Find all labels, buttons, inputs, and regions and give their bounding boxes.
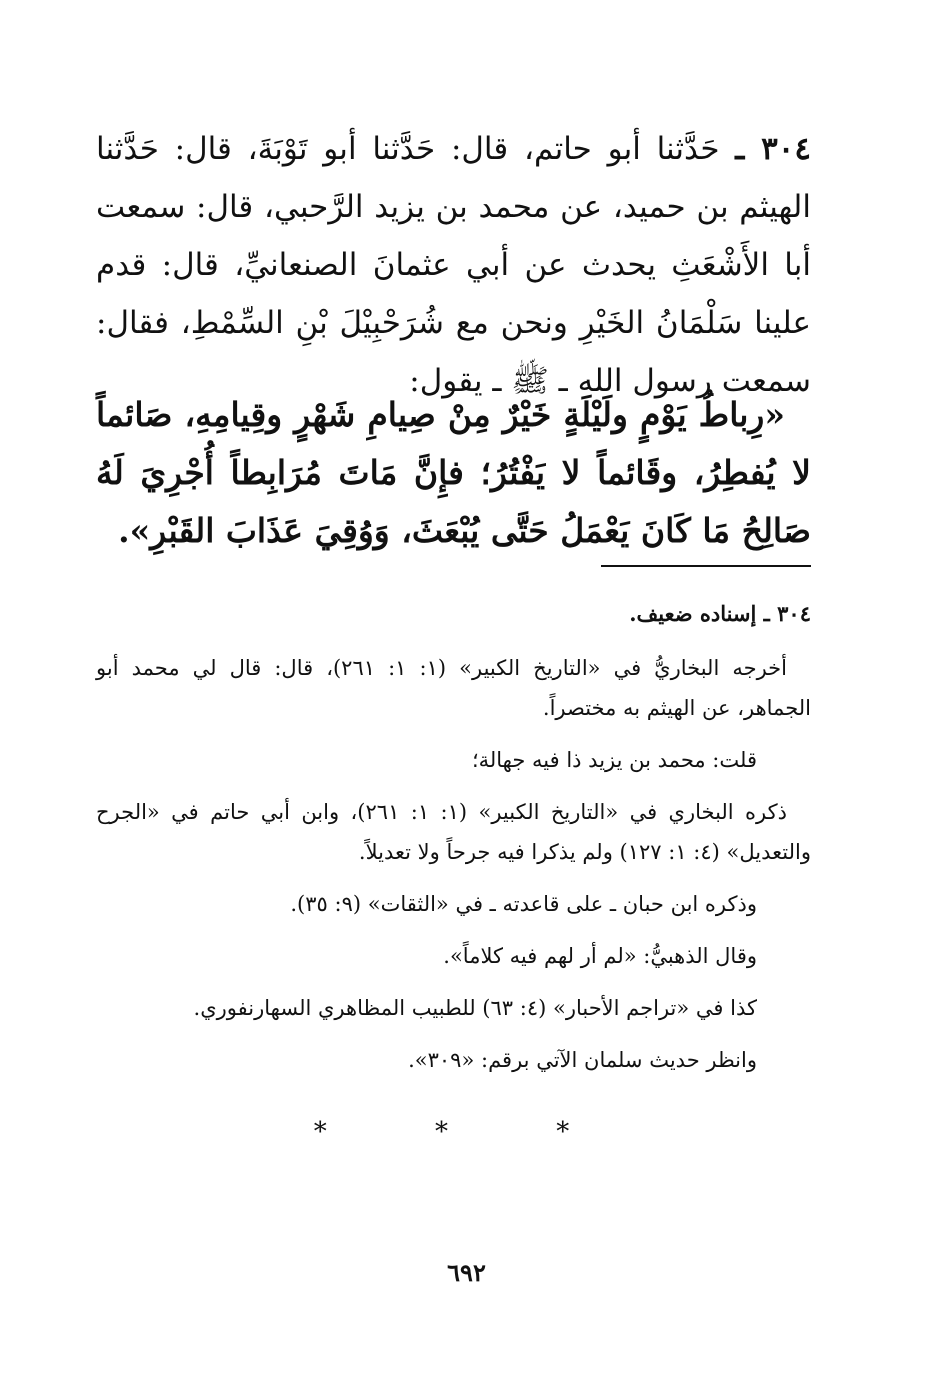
footnote-paragraph: وانظر حديث سلمان الآتي برقم: «٣٠٩». [408,1048,757,1072]
page-number: ٦٩٢ [447,1258,486,1287]
footnote-paragraph: كذا في «تراجم الأحبار» (٤: ٦٣) للطبيب المظاهري السهارنفوري. [193,996,757,1020]
footnote-paragraph: أخرجه البخاريُّ في «التاريخ الكبير» (١: ١: ٢٦١)، قال: قال لي محمد أبو الجماهر، عن الهيثم به مختصراً. [96,656,811,720]
footnote-paragraph: قلت: محمد بن يزيد ذا فيه جهالة؛ [471,748,757,772]
hadith-number: ٣٠٤ ـ [735,131,812,167]
section-separator: * * * [313,1117,620,1147]
narration-paragraph [96,120,811,410]
hadith-text: «رِباطُ يَوْمٍ ولَيْلَةٍ خَيْرٌ مِنْ صِيامِ شَهْرٍ وقِيامِهِ، صَائماً لا يُفطِرُ، وقَائماً لا يَفْتُرُ؛ فإِنَّ مَاتَ مُرَابِطاً أُجْرِيَ لَهُ صَالِحُ مَا كَانَ يَعْمَلُ حَتَّى يُبْعَثَ، وَوُقِيَ عَذَابَ القَبْرِ». [96,395,811,550]
main-narration [96,120,811,410]
hadith-matn [96,386,811,560]
isnad-text: حَدَّثنا أبو حاتم، قال: حَدَّثنا أبو تَوْبَةَ، قال: حَدَّثنا الهيثم بن حميد، عن محمد بن يزيد الرَّحبي، قال: سمعت أبا الأَشْعَثِ يحدث عن أبي عثمانَ الصنعانيِّ، قال: قدم علينا سَلْمَانُ الخَيْرِ ونحن مع شُرَحْبِيْلَ بْنِ السِّمْطِ، فقال: سمعت رسول الله ـ ﷺ ـ يقول: [96,131,811,399]
footnote-paragraph: وقال الذهبيُّ: «لم أر لهم فيه كلاماً». [443,944,757,968]
footnote-heading: ٣٠٤ ـ إسناده ضعيف. [629,601,811,626]
footnote-paragraph: وذكره ابن حبان ـ على قاعدته ـ في «الثقات» (٩: ٣٥). [290,892,757,916]
footnote-divider [601,565,811,567]
footnote-paragraph: ذكره البخاري في «التاريخ الكبير» (١: ١: ٢٦١)، وابن أبي حاتم في «الجرح والتعديل» (٤: ١: ١٢٧) ولم يذكرا فيه جرحاً ولا تعديلاً. [96,800,811,864]
footnotes [96,594,811,1092]
